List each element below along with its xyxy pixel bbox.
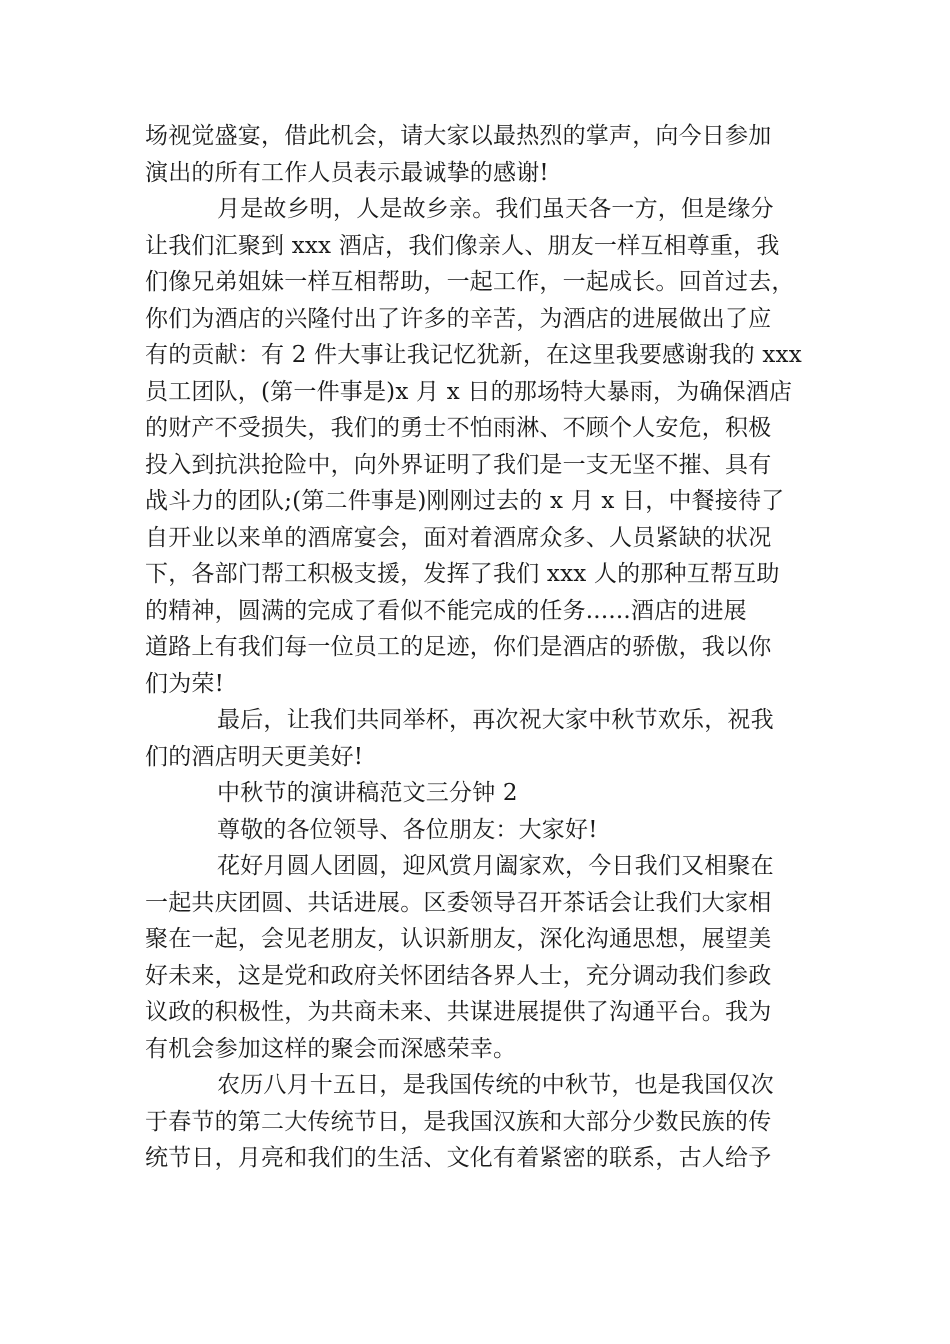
document-body — [145, 118, 805, 1177]
text-line: 中秋节的演讲稿范文三分钟 2 — [217, 780, 518, 806]
text-line: 有机会参加这样的聚会而深感荣幸。 — [145, 1035, 517, 1062]
text-line: 道路上有我们每一位员工的足迹，你们是酒店的骄傲，我以你 — [145, 634, 772, 660]
text-line: 的精神，圆满的完成了看似不能完成的任务......酒店的进展 — [145, 597, 747, 624]
text-line: 投入到抗洪抢险中，向外界证明了我们是一支无坚不摧、具有 — [145, 451, 772, 478]
text-line: 议政的积极性，为共商未来、共谋进展提供了沟通平台。我为 — [145, 999, 772, 1025]
text-line: 员工团队，(第一件事是)x 月 x 日的那场特大暴雨，为确保酒店 — [145, 378, 793, 405]
text-line: 有的贡献：有 2 件大事让我记忆犹新，在这里我要感谢我的 xxx — [145, 342, 802, 368]
text-line: 月是故乡明，人是故乡亲。我们虽天各一方，但是缘分 — [217, 196, 774, 222]
text-line: 们像兄弟姐妹一样互相帮助，一起工作，一起成长。回首过去， — [145, 269, 795, 295]
text-line: 战斗力的团队;(第二件事是)刚刚过去的 x 月 x 日，中餐接待了 — [145, 488, 785, 514]
text-line: 们为荣! — [145, 670, 225, 697]
text-line: 自开业以来单的酒席宴会，面对着酒席众多、人员紧缺的状况 — [145, 524, 772, 551]
text-line: 一起共庆团圆、共话进展。区委领导召开茶话会让我们大家相 — [145, 889, 772, 916]
text-line: 下，各部门帮工积极支援，发挥了我们 xxx 人的那种互帮互助 — [145, 561, 780, 587]
text-line: 好未来，这是党和政府关怀团结各界人士，充分调动我们参政 — [145, 962, 772, 989]
text-line: 演出的所有工作人员表示最诚挚的感谢! — [145, 159, 549, 186]
text-line: 统节日，月亮和我们的生活、文化有着紧密的联系，古人给予 — [145, 1145, 772, 1171]
text-line: 于春节的第二大传统节日，是我国汉族和大部分少数民族的传 — [145, 1108, 772, 1135]
text-line: 让我们汇聚到 xxx 酒店，我们像亲人、朋友一样互相尊重，我 — [145, 232, 780, 259]
text-line: 最后，让我们共同举杯，再次祝大家中秋节欢乐，祝我 — [217, 707, 774, 733]
text-line: 场视觉盛宴，借此机会，请大家以最热烈的掌声，向今日参加 — [145, 123, 772, 149]
text-line: 花好月圆人团圆，迎风赏月阖家欢，今日我们又相聚在 — [217, 853, 774, 879]
text-line: 聚在一起，会见老朋友，认识新朋友，深化沟通思想，展望美 — [145, 926, 772, 952]
text-line: 你们为酒店的兴隆付出了许多的辛苦，为酒店的进展做出了应 — [145, 305, 772, 332]
text-line: 农历八月十五日，是我国传统的中秋节，也是我国仅次 — [217, 1072, 774, 1098]
text-line: 的财产不受损失，我们的勇士不怕雨淋、不顾个人安危，积极 — [145, 415, 772, 441]
text-line: 尊敬的各位领导、各位朋友：大家好! — [217, 816, 598, 843]
text-line: 们的酒店明天更美好! — [145, 743, 364, 770]
